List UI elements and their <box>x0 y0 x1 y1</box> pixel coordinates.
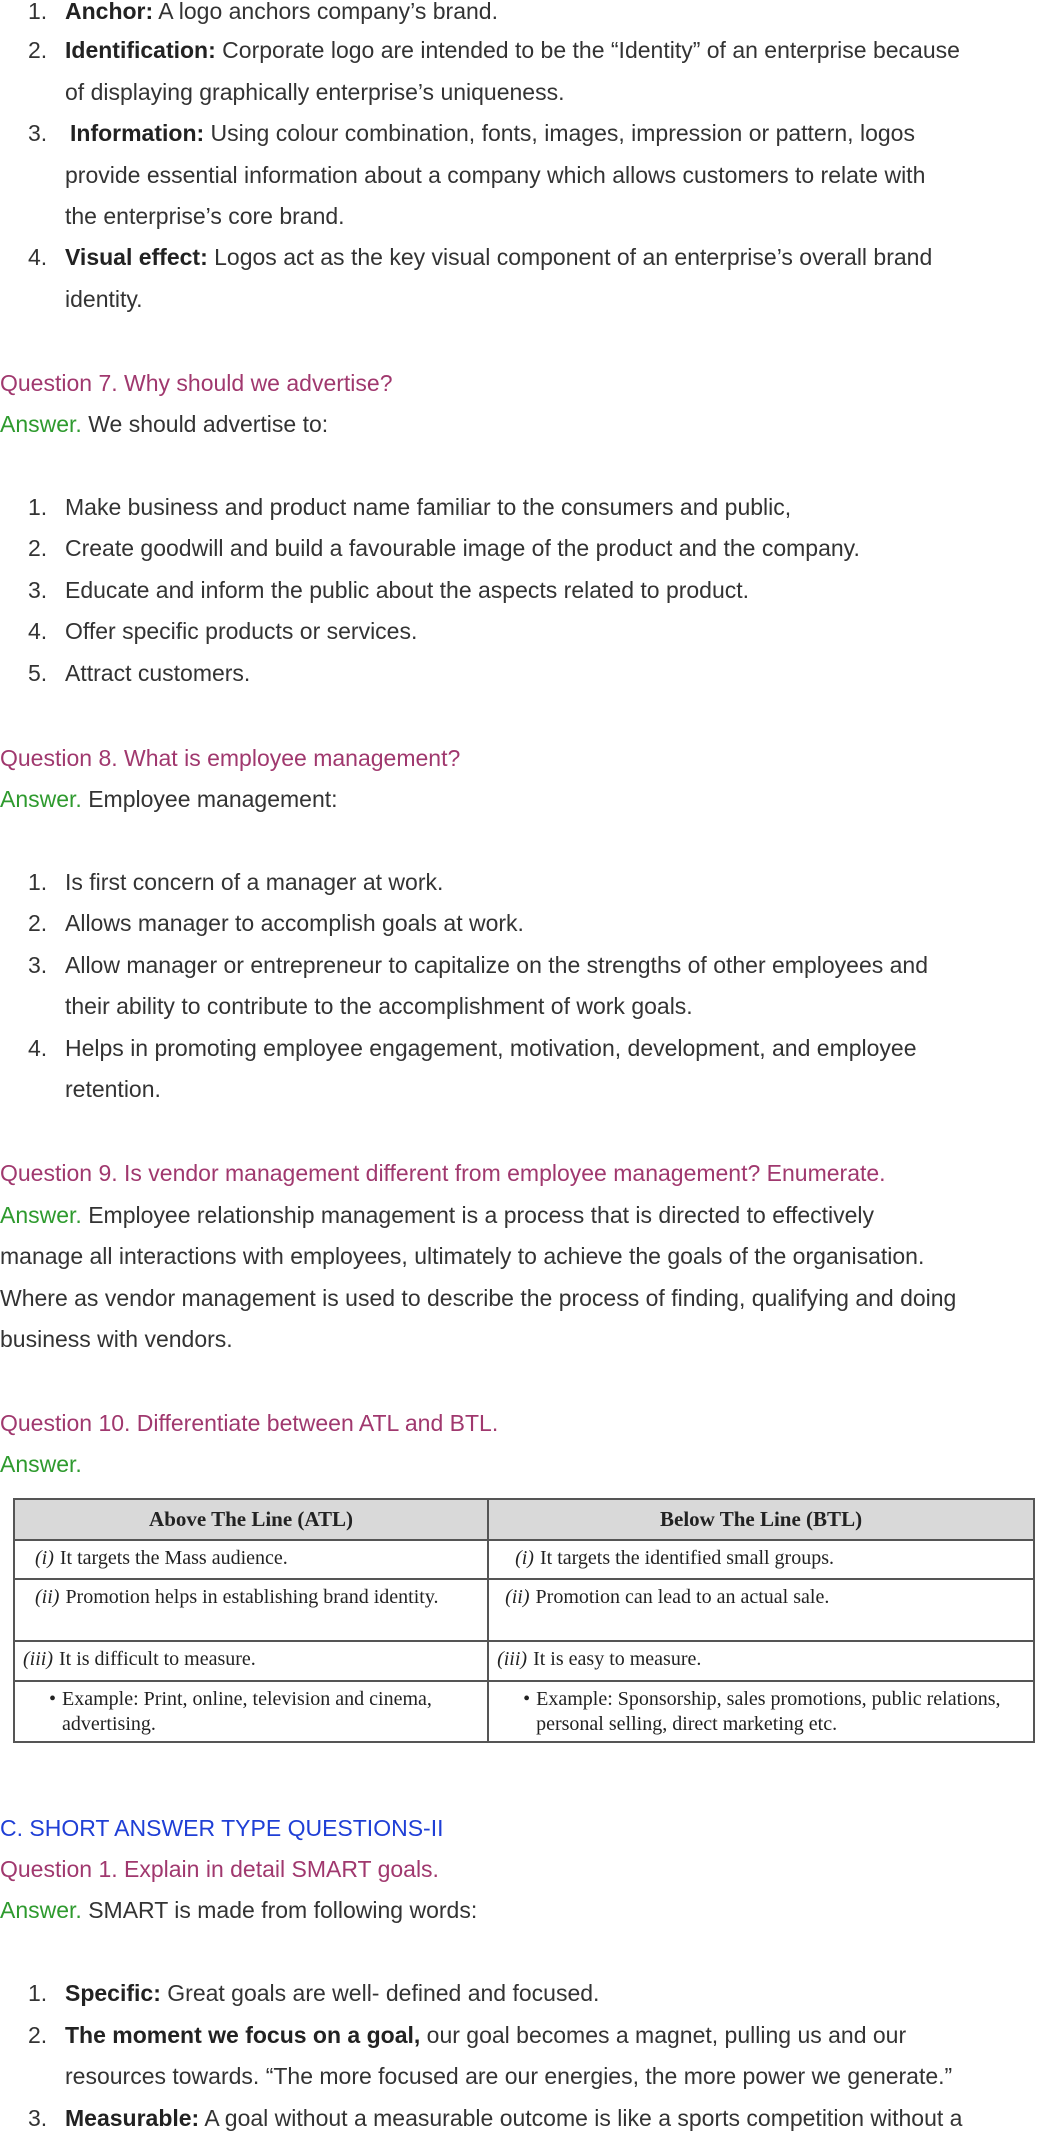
table-row <box>14 1540 1034 1579</box>
list-item <box>0 952 1055 982</box>
cell-text: It targets the Mass audience. <box>59 1547 288 1569</box>
list-key: Identification: <box>65 37 216 63</box>
list-number: 1. <box>28 869 48 895</box>
section-heading: C. SHORT ANSWER TYPE QUESTIONS-II <box>0 1815 444 1841</box>
list-text: Educate and inform the public about the aspects related to product. <box>65 577 750 603</box>
list-item <box>0 0 1055 28</box>
table-cell <box>488 1681 1034 1742</box>
list-number: 4. <box>28 244 48 270</box>
list-text: Corporate logo are intended to be the “Identity” of an enterprise because <box>215 37 960 63</box>
list-text: Allows manager to accomplish goals at work. <box>65 910 524 936</box>
question-9-heading: Question 9. Is vendor management different from employee management? Enumerate. <box>0 1160 886 1186</box>
list-item <box>0 618 1055 648</box>
bullet-icon: • <box>523 1688 531 1710</box>
list-item <box>0 1980 1055 2010</box>
table-cell <box>14 1681 488 1742</box>
answer-9-line: manage all interactions with employees, ultimately to achieve the goals of the organisation. <box>0 1243 925 1269</box>
list-key: The moment we focus on a goal, <box>65 2022 421 2048</box>
list-number: 1. <box>28 0 48 24</box>
list-number: 1. <box>28 1980 48 2006</box>
list-text: Helps in promoting employee engagement, motivation, development, and employee <box>65 1035 917 1061</box>
row-label: (ii) <box>505 1586 530 1608</box>
list-text: A logo anchors company’s brand. <box>153 0 498 24</box>
row-label: (i) <box>35 1547 54 1569</box>
question-8-heading: Question 8. What is employee management? <box>0 745 461 771</box>
question-10-heading: Question 10. Differentiate between ATL and BTL. <box>0 1410 499 1436</box>
cell-text: Promotion can lead to an actual sale. <box>535 1586 830 1608</box>
list-item <box>0 660 1055 690</box>
list-item <box>0 535 1055 565</box>
table-header-row <box>14 1499 1034 1540</box>
answer-label: Answer. <box>0 786 82 812</box>
list-item <box>0 1035 1055 1065</box>
table-header-atl: Above The Line (ATL) <box>14 1499 488 1540</box>
list-item <box>0 2022 1055 2052</box>
answer-label: Answer. <box>0 1897 82 1923</box>
answer-text: Employee relationship management is a process that is directed to effectively <box>81 1202 875 1228</box>
list-text: Logos act as the key visual component of an enterprise’s overall brand <box>207 244 933 270</box>
list-key: Specific: <box>65 1980 161 2006</box>
cell-text: Example: Sponsorship, sales promotions, public relations, personal selling, direct marketing etc. <box>536 1688 1001 1735</box>
row-label: (iii) <box>497 1648 528 1670</box>
list-text: Using colour combination, fonts, images, impression or pattern, logos <box>204 120 915 146</box>
table-header-btl: Below The Line (BTL) <box>488 1499 1034 1540</box>
answer-text: SMART is made from following words: <box>81 1897 478 1923</box>
answer-7 <box>0 411 328 438</box>
list-text: Great goals are well- defined and focused. <box>160 1980 600 2006</box>
list-item-continuation: the enterprise’s core brand. <box>65 203 345 229</box>
list-number: 2. <box>28 910 48 936</box>
list-number: 2. <box>28 37 48 63</box>
list-key: Measurable: <box>65 2105 200 2131</box>
bullet-icon: • <box>49 1688 57 1710</box>
list-text: our goal becomes a magnet, pulling us and our <box>420 2022 907 2048</box>
list-number: 2. <box>28 2022 48 2048</box>
list-item-continuation: identity. <box>65 286 143 312</box>
list-item-continuation: of displaying graphically enterprise’s uniqueness. <box>65 79 565 105</box>
row-label: (i) <box>515 1547 534 1569</box>
answer-label: Answer. <box>0 411 82 437</box>
answer-c1 <box>0 1897 477 1924</box>
answer-9-line <box>0 1202 874 1229</box>
table-cell <box>488 1540 1034 1579</box>
cell-text: It is difficult to measure. <box>59 1648 256 1670</box>
table-row <box>14 1681 1034 1742</box>
answer-text: We should advertise to: <box>81 411 329 437</box>
list-number: 4. <box>28 1035 48 1061</box>
cell-text: It is easy to measure. <box>533 1648 702 1670</box>
table-row <box>14 1579 1034 1641</box>
list-item <box>0 910 1055 940</box>
list-text: Allow manager or entrepreneur to capitalize on the strengths of other employees and <box>65 952 929 978</box>
table-cell <box>14 1579 488 1641</box>
list-text: Create goodwill and build a favourable image of the product and the company. <box>65 535 860 561</box>
table-cell <box>488 1579 1034 1641</box>
table-row <box>14 1641 1034 1681</box>
list-item-continuation: provide essential information about a company which allows customers to relate with <box>65 162 926 188</box>
list-item <box>0 37 1055 67</box>
answer-text: Employee management: <box>81 786 338 812</box>
cell-text: Promotion helps in establishing brand identity. <box>65 1586 439 1608</box>
list-key: Visual effect: <box>65 244 208 270</box>
answer-10 <box>0 1451 82 1478</box>
list-number: 4. <box>28 618 48 644</box>
list-number: 3. <box>28 2105 48 2131</box>
table-cell <box>14 1641 488 1681</box>
table-cell <box>14 1540 488 1579</box>
row-label: (iii) <box>23 1648 53 1670</box>
list-item-continuation: their ability to contribute to the accomplishment of work goals. <box>65 993 693 1019</box>
cell-text: It targets the identified small groups. <box>539 1547 834 1569</box>
list-text: Attract customers. <box>65 660 251 686</box>
answer-9-line: Where as vendor management is used to describe the process of finding, qualifying and doing <box>0 1285 957 1311</box>
list-number: 3. <box>28 120 48 146</box>
answer-label: Answer. <box>0 1202 82 1228</box>
list-number: 3. <box>28 577 48 603</box>
section-c-question-1-heading: Question 1. Explain in detail SMART goals. <box>0 1856 439 1882</box>
list-number: 2. <box>28 535 48 561</box>
list-item <box>0 577 1055 607</box>
list-number: 3. <box>28 952 48 978</box>
question-7-heading: Question 7. Why should we advertise? <box>0 370 393 396</box>
list-key: Information: <box>70 120 205 146</box>
list-item-continuation: retention. <box>65 1076 161 1102</box>
answer-9-line: business with vendors. <box>0 1326 233 1352</box>
cell-text: Example: Print, online, television and cinema, advertising. <box>62 1688 432 1735</box>
list-item-continuation: resources towards. “The more focused are our energies, the more power we generate.” <box>65 2063 953 2089</box>
atl-btl-table <box>13 1498 1035 1743</box>
list-number: 1. <box>28 494 48 520</box>
list-text: Make business and product name familiar to the consumers and public, <box>65 494 792 520</box>
row-label: (ii) <box>35 1586 60 1608</box>
answer-8 <box>0 786 338 813</box>
list-text: Is first concern of a manager at work. <box>65 869 444 895</box>
list-item <box>0 120 1055 150</box>
list-text: A goal without a measurable outcome is like a sports competition without a <box>199 2105 963 2131</box>
list-item <box>0 494 1055 524</box>
list-item <box>0 244 1055 274</box>
answer-label: Answer. <box>0 1451 82 1477</box>
list-number: 5. <box>28 660 48 686</box>
table-cell <box>488 1641 1034 1681</box>
list-item <box>0 869 1055 899</box>
list-text: Offer specific products or services. <box>65 618 418 644</box>
list-key: Anchor: <box>65 0 154 24</box>
list-item <box>0 2105 1055 2135</box>
